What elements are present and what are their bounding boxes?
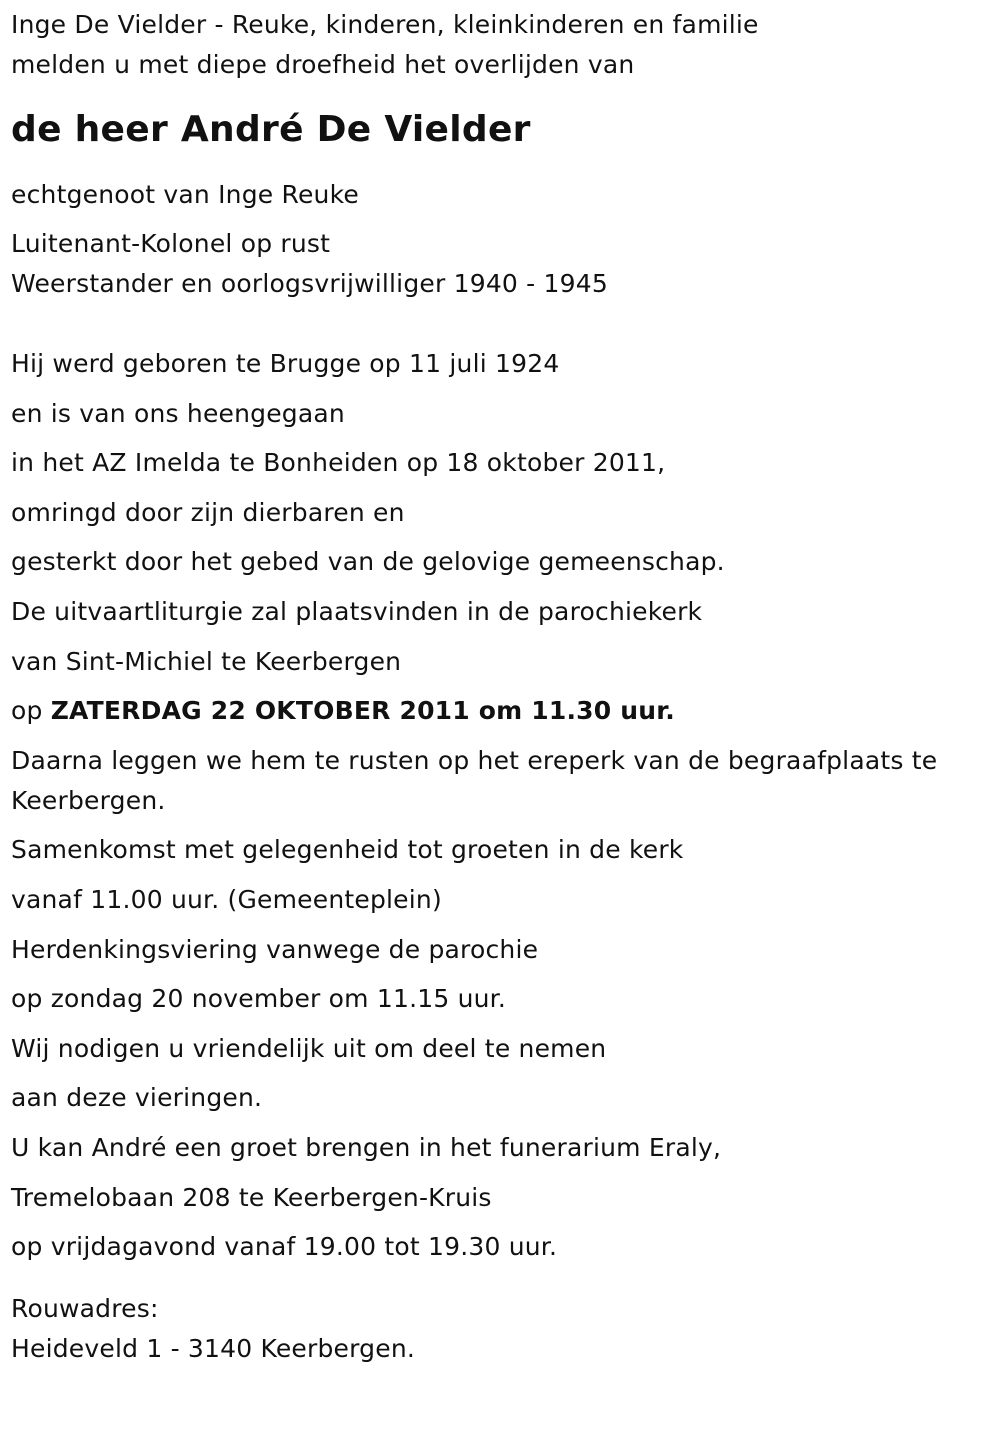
- intro-line-family: Inge De Vielder - Reuke, kinderen, kleinkinderen en familie: [11, 10, 759, 39]
- burial-paragraph: [11, 741, 1000, 821]
- address-label: Rouwadres:: [11, 1294, 159, 1324]
- address-value: Heideveld 1 - 3140 Keerbergen.: [11, 1334, 416, 1364]
- body-line: in het AZ Imelda te Bonheiden op 18 oktober 2011,: [11, 448, 666, 478]
- spouse-line: echtgenoot van Inge Reuke: [11, 180, 359, 209]
- after-line: Herdenkingsviering vanwege de parochie: [11, 934, 539, 964]
- rank-line: Luitenant-Kolonel op rust: [11, 229, 331, 258]
- after-line: aan deze vieringen.: [11, 1083, 263, 1113]
- burial-line: Daarna leggen we hem te rusten op het ereperk van de begraafplaats te: [11, 745, 938, 775]
- resistance-line: Weerstander en oorlogsvrijwilliger 1940 - 1945: [11, 269, 608, 298]
- funeral-date-prefix: op: [11, 696, 51, 726]
- after-line: op zondag 20 november om 11.15 uur.: [11, 984, 507, 1014]
- burial-line: Keerbergen.: [11, 785, 166, 815]
- funeral-date-line: [11, 691, 1000, 731]
- body-line: Hij werd geboren te Brugge op 11 juli 1924: [11, 349, 560, 378]
- after-line: U kan André een groet brengen in het funerarium Eraly,: [11, 1132, 722, 1162]
- main-text-block: [11, 344, 1000, 1267]
- intro-line-announcement: melden u met diepe droefheid het overlijden van: [11, 50, 635, 79]
- after-line: Wij nodigen u vriendelijk uit om deel te nemen: [11, 1033, 607, 1063]
- address-block: [11, 1289, 1000, 1369]
- funeral-date-emphasis: ZATERDAG 22 OKTOBER 2011 om 11.30 uur.: [50, 696, 675, 726]
- after-line: op vrijdagavond vanaf 19.00 tot 19.30 uur.: [11, 1232, 558, 1262]
- body-line: gesterkt door het gebed van de gelovige gemeenschap.: [11, 547, 725, 577]
- body-line: en is van ons heengegaan: [11, 398, 345, 428]
- body-line: omringd door zijn dierbaren en: [11, 497, 405, 527]
- after-line: Samenkomst met gelegenheid tot groeten in de kerk: [11, 835, 684, 865]
- after-line: Tremelobaan 208 te Keerbergen-Kruis: [11, 1182, 492, 1212]
- body-line: van Sint-Michiel te Keerbergen: [11, 646, 402, 676]
- body-line: De uitvaartliturgie zal plaatsvinden in de parochiekerk: [11, 596, 703, 626]
- obituary-notice: [0, 5, 1000, 1446]
- intro-block: [11, 5, 1000, 85]
- titles-block: [11, 175, 1000, 304]
- after-line: vanaf 11.00 uur. (Gemeenteplein): [11, 884, 442, 914]
- deceased-name: de heer André De Vielder: [11, 109, 531, 150]
